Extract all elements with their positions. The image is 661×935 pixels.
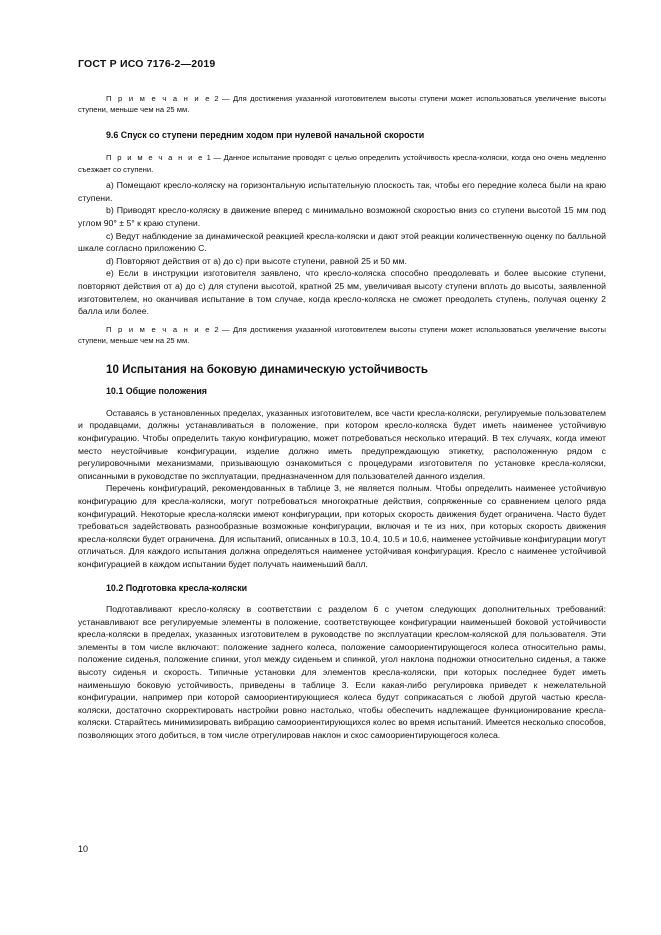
page-body [78,90,606,742]
note-label: П р и м е ч а н и е [106,324,212,334]
note-text: 2 — Для достижения указанной изготовителем высоты ступени может использоваться увеличение высоты ступени, меньше чем на 25 мм. [78,324,606,346]
paragraph-10-1-b: Перечень конфигураций, рекомендованных в таблице 3, не является полным. Чтобы определить наименее устойчивую конфигурацию для кресла-коляски, могут потребоваться многократные действия, сопряженные со сравнением целого ряда конфигураций. Некоторые кресла-коляски имеют конфигурации, при которых скорость движения будет ограничена. Часто будет требоваться задействовать разнообразные возможные конфигурации, включая и те из них, при которых скорость движения кресла-коляски будет ограничена. Для испытаний, описанных в 10.3, 10.4, 10.5 и 10.6, наименее устойчивые конфигурации могут отличаться. Для каждого испытания должна определяться наименее устойчивая конфигурация. Кресло с наименее устойчивой конфигурацией в каждом испытании будет получать наименьший балл. [78,483,606,569]
note-top [78,93,606,116]
section-10-heading: 10 Испытания на боковую динамическую устойчивость [106,362,428,376]
note-text: 2 — Для достижения указанной изготовителем высоты ступени может использоваться увеличение высоты ступени, меньше чем на 25 мм. [78,94,606,115]
note-label: П р и м е ч а н и е [106,153,204,163]
item-b: b) Приводят кресло-коляску в движение вперед с минимально возможной скоростью вниз со ступени высотой 15 мм под углом 90° ± 5° к краю ступени. [78,205,606,228]
note-9-6-2 [78,324,606,347]
section-9-6-heading: 9.6 Спуск со ступени передним ходом при нулевой начальной скорости [106,129,425,140]
section-10-1-heading: 10.1 Общие положения [106,386,207,397]
note-text: 1 — Данное испытание проводят с целью определить устойчивость кресла-коляски, когда оно очень медленно съезжает со ступени. [78,153,607,174]
paragraph-10-2: Подготавливают кресло-коляску в соответствии с разделом 6 с учетом следующих дополнительных требований: устанавливают все регулируемые элементы в положение, соответствующее конфигурации наименьшей боковой устойчивости кресла-коляски в пределах, указанных изготовителем в руководстве по эксплуатации креслом-коляской для пользователя. Эти элементы в том числе включают: положение заднего колеса, положение самоориентирующегося колеса относительно рамы, положение сиденья, положение спинки, угол между сиденьем и спинкой, угол наклона подножки относительно сиденья, а также высоту сиденья и скорость. Типичные установки для элементов кресла-коляски, при которых последнее будет иметь наименьшую боковую устойчивость, приведены в таблице 3. Если какая-либо регулировка приведет к нежелательной конфигурации, например при которой самоориентирующиеся колеса будут соприкасаться с любой другой частью кресла-коляски, достаточно скорректировать настройки ровно настолько, чтобы обеспечить надлежащее функционирование кресла-коляски. Старайтесь минимизировать вибрацию самоориентирующихся колес во время испытаний. Имеется несколько способов, позволяющих этого добиться, в том числе отрегулировав наклон и скос самоориентирующегося колеса. [78,604,606,740]
item-d: d) Повторяют действия от a) до c) при высоте ступени, равной 25 и 50 мм. [106,255,407,266]
item-c: c) Ведут наблюдение за динамической реакцией кресла-коляски и дают этой реакции количественную оценку по балльной шкале согласно приложению C. [78,230,606,254]
paragraph-10-1-a: Оставаясь в установленных пределах, указанных изготовителем, все части кресла-коляски, регулируемые пользователем и продавцами, должны устанавливаться в положение, при котором кресло-коляска будет иметь наименее устойчивую конфигурацию. Чтобы определить такую конфигурацию, может потребоваться несколько итераций. В тех случаях, когда имеют место неустойчивые конфигурации, изделие должно иметь предупреждающую этикетку, расположенную рядом с регулировочными механизмами, призывающую ознакомиться с процедурами изготовителя по установке кресла-коляски, описанными в руководстве по эксплуатации, предназначенном для пользователей данного изделия. [78,407,606,481]
note-label: П р и м е ч а н и е [106,94,212,103]
section-10-2-heading: 10.2 Подготовка кресла-коляски [106,583,248,594]
note-9-6-1 [78,152,606,175]
item-e: e) Если в инструкции изготовителя заявлено, что кресло-коляска способно преодолевать и более высокие ступени, повторяют действия от a) до c) для ступени высотой, кратной 25 мм, увеличивая высоту ступени вплоть до высоты, заявленной изготовителем, но оканчивая испытание в том случае, когда кресло-коляска не сможет преодолеть ступень, получая оценку 2 балла или более. [78,268,606,317]
standard-header: ГОСТ Р ИСО 7176-2—2019 [78,58,216,70]
item-a: a) Помещают кресло-коляску на горизонтальную испытательную плоскость так, чтобы его передние колеса были на краю ступени. [78,180,606,203]
page-number: 10 [78,844,89,854]
